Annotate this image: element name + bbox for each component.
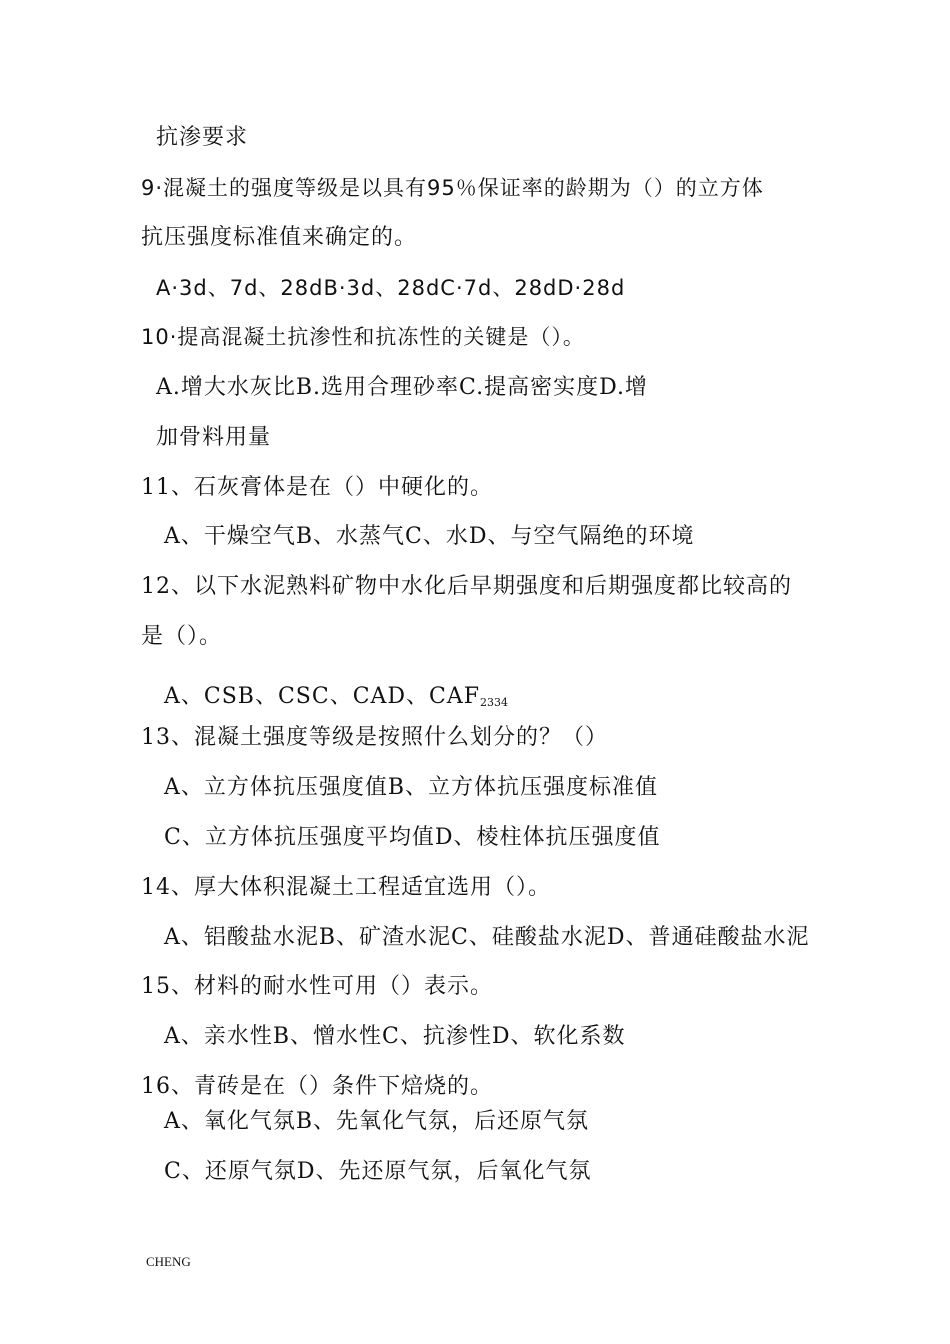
answer-continuation: 抗渗要求	[156, 125, 249, 150]
question-15: 15、材料的耐水性可用（）表示。	[141, 974, 493, 999]
question-11-options: A、干燥空气B、水蒸气C、水D、与空气隔绝的环境	[164, 524, 695, 549]
question-16: 16、青砖是在（）条件下焙烧的。	[141, 1074, 493, 1099]
question-10-options-line-2: 加骨料用量	[156, 425, 272, 450]
question-9-line-1: 9·混凝土的强度等级是以具有95％保证率的龄期为（）的立方体	[141, 176, 764, 200]
question-12-line-2: 是（）。	[141, 624, 223, 649]
question-16-options-line-2: C、还原气氛D、先还原气氛，后氧化气氛	[164, 1159, 592, 1184]
question-14: 14、厚大体积混凝土工程适宜选用（）。	[141, 875, 551, 900]
question-10: 10·提高混凝土抗渗性和抗冻性的关键是（）。	[141, 325, 585, 349]
question-15-options: A、亲水性B、憎水性C、抗渗性D、软化系数	[164, 1024, 626, 1049]
question-11: 11、石灰膏体是在（）中硬化的。	[141, 475, 493, 500]
question-9-options: A·3d、7d、28dB·3d、28dC·7d、28dD·28d	[156, 276, 626, 300]
question-12-options-text: A、CSB、CSC、CAD、CAF	[164, 684, 481, 709]
question-14-options: A、铝酸盐水泥B、矿渣水泥C、硅酸盐水泥D、普通硅酸盐水泥	[164, 925, 810, 950]
question-10-options-line-1: A.增大水灰比B.选用合理砂率C.提高密实度D.增	[156, 375, 648, 400]
question-16-options-line-1: A、氧化气氛B、先氧化气氛，后还原气氛	[164, 1109, 590, 1134]
question-13-options-line-1: A、立方体抗压强度值B、立方体抗压强度标准值	[164, 775, 659, 800]
question-9-line-2: 抗压强度标准值来确定的。	[141, 225, 418, 250]
question-12-options	[164, 683, 508, 717]
question-13-options-line-2: C、立方体抗压强度平均值D、棱柱体抗压强度值	[164, 825, 661, 850]
question-13: 13、混凝土强度等级是按照什么划分的？（）	[141, 725, 608, 750]
question-12-line-1: 12、以下水泥熟料矿物中水化后早期强度和后期强度都比较高的	[141, 574, 792, 599]
question-12-subscripts: 2334	[480, 696, 509, 709]
page-footer: CHENG	[146, 1254, 191, 1269]
